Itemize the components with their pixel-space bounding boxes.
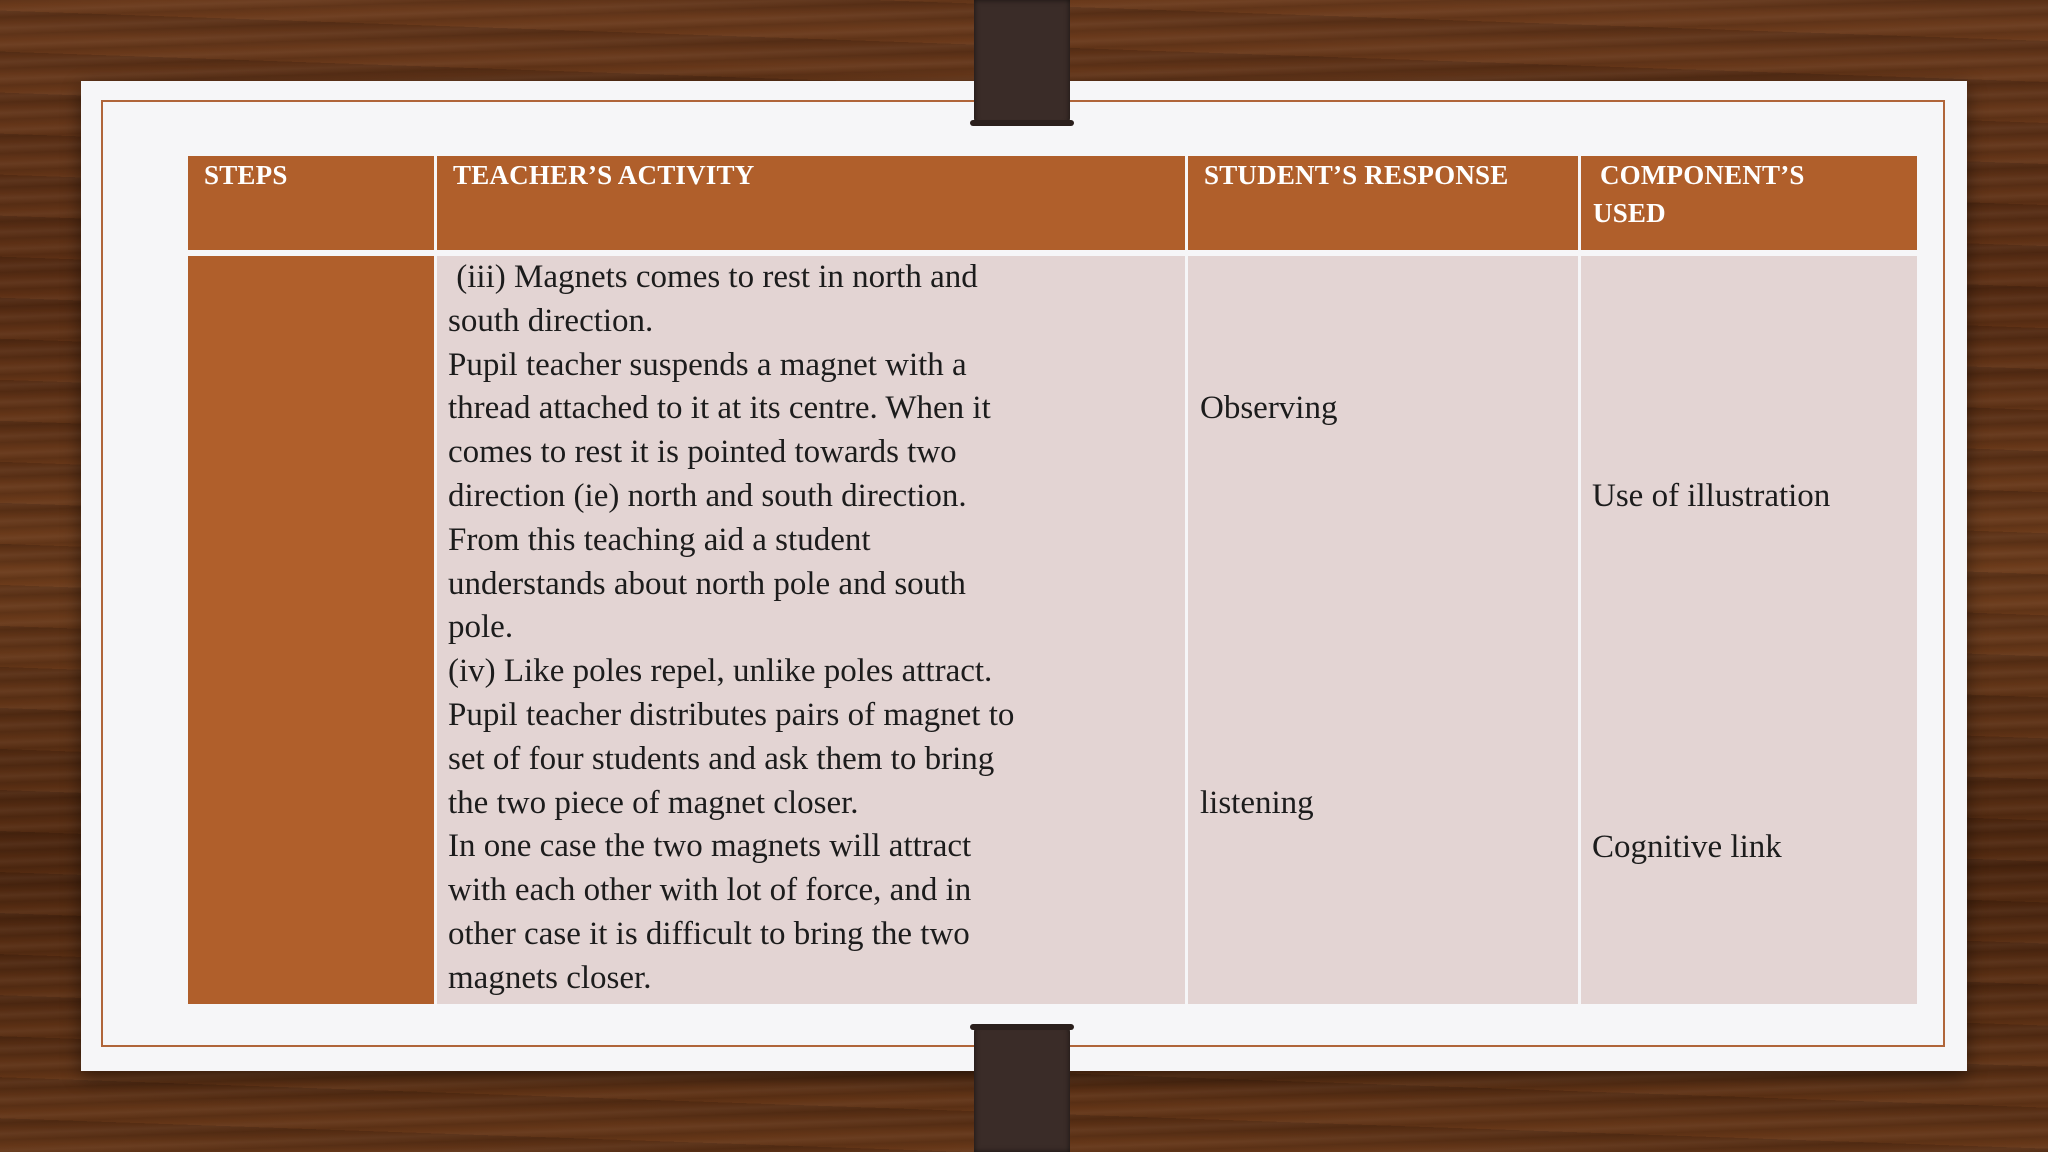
activity-line: (iv) Like poles repel, unlike poles attract. xyxy=(448,653,993,690)
activity-line: with each other with lot of force, and in xyxy=(448,872,972,909)
activity-line: (iii) Magnets comes to rest in north and xyxy=(448,259,978,295)
component-cognitive-link: Cognitive link xyxy=(1592,829,1782,865)
activity-line: the two piece of magnet closer. xyxy=(448,784,859,821)
activity-line: thread attached to it at its centre. When it xyxy=(448,390,991,427)
activity-line: direction (ie) north and south direction. xyxy=(448,477,967,514)
lesson-table xyxy=(188,156,1908,998)
activity-line: magnets closer. xyxy=(448,959,652,996)
header-steps: STEPS xyxy=(188,156,434,250)
activity-line: other case it is difficult to bring the two xyxy=(448,915,970,952)
top-strap xyxy=(974,0,1070,126)
steps-cell xyxy=(188,256,434,1004)
teacher-activity-cell xyxy=(437,256,1185,1004)
activity-line: set of four students and ask them to bring xyxy=(448,740,995,777)
component-illustration: Use of illustration xyxy=(1592,478,1831,514)
header-student-response: STUDENT’S RESPONSE xyxy=(1188,156,1578,250)
student-response-cell xyxy=(1188,256,1578,1004)
activity-line: understands about north pole and south xyxy=(448,565,966,602)
response-listening: listening xyxy=(1200,785,1314,821)
header-component-used: COMPONENT’S USED xyxy=(1581,156,1917,250)
component-used-cell xyxy=(1581,256,1917,1004)
bottom-strap xyxy=(974,1024,1070,1152)
activity-line: pole. xyxy=(448,609,514,646)
activity-line: south direction. xyxy=(448,302,654,339)
activity-line: comes to rest it is pointed towards two xyxy=(448,434,957,471)
response-observing: Observing xyxy=(1200,390,1338,426)
activity-line: Pupil teacher suspends a magnet with a xyxy=(448,346,967,383)
header-teacher-activity: TEACHER’S ACTIVITY xyxy=(437,156,1185,250)
activity-line: From this teaching aid a student xyxy=(448,521,871,558)
activity-line: In one case the two magnets will attract xyxy=(448,828,972,865)
activity-line: Pupil teacher distributes pairs of magnet to xyxy=(448,696,1015,733)
